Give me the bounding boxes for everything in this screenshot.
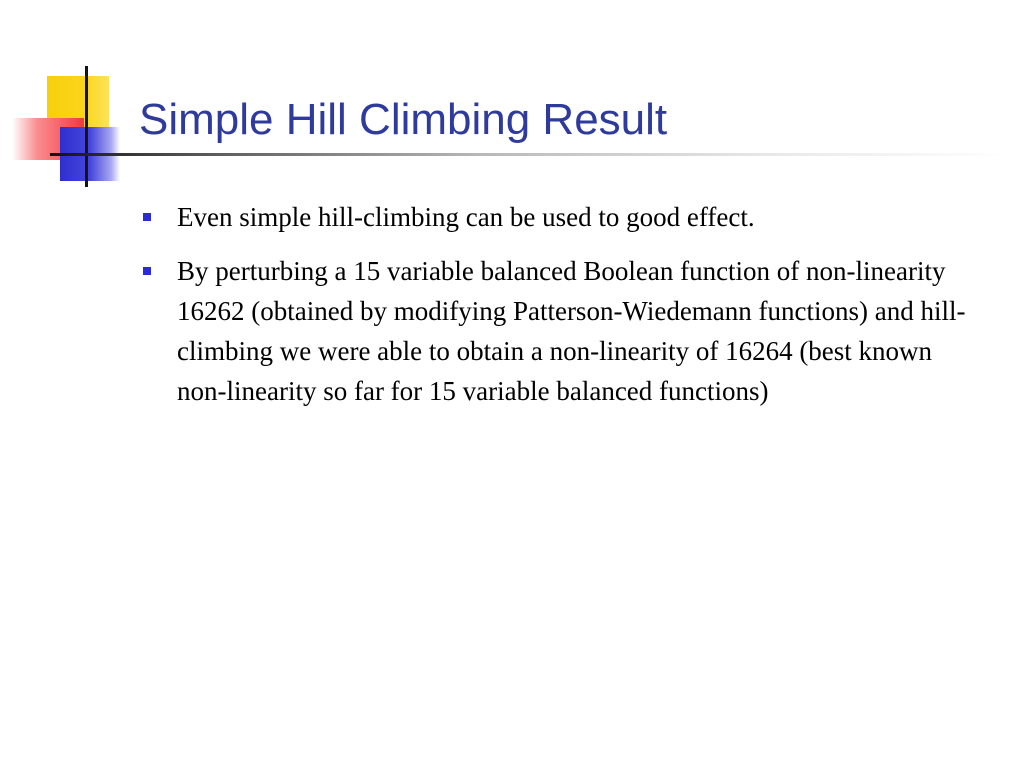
logo-vertical-line [85,66,88,187]
bullet-item [140,197,982,237]
title-underline [50,153,1010,156]
bullet-text: Even simple hill-climbing can be used to good effect. [177,202,755,232]
bullet-list [140,197,982,425]
slide-title: Simple Hill Climbing Result [139,95,668,144]
decorative-squares-logo [0,0,150,200]
square-bullet-icon [143,213,151,221]
bullet-item [140,251,982,411]
bullet-text: By perturbing a 15 variable balanced Boolean function of non-linearity 16262 (obtained by modifying Patterson-Wiedemann functions) and hill-climbing we were able to obtain a non-linearity of 16264 (best known non-linearity so far for 15 variable balanced functions) [177,256,966,406]
square-bullet-icon [143,267,151,275]
